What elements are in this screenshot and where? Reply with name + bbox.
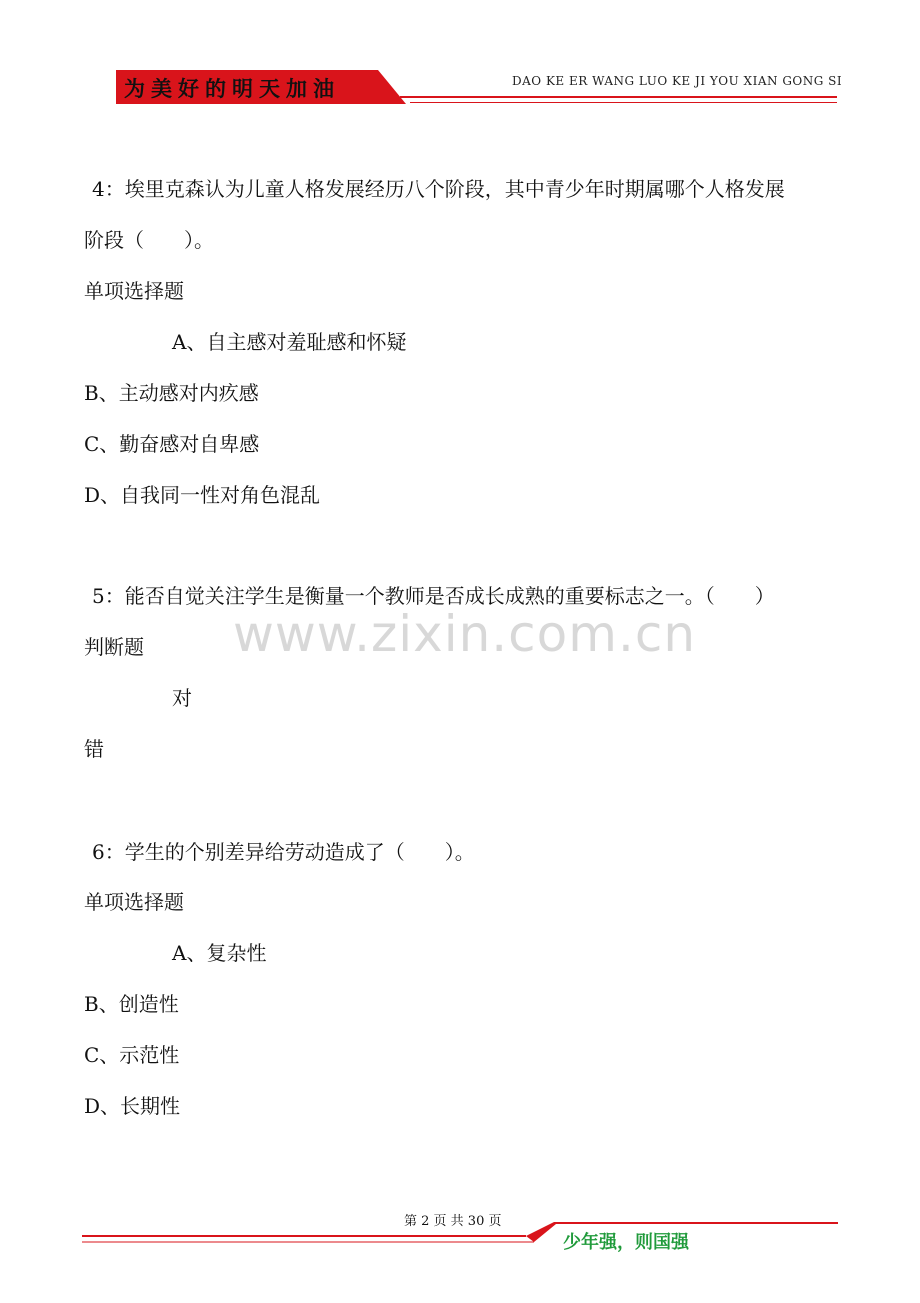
question-4-option-c: C、勤奋感对自卑感 <box>84 432 260 456</box>
watermark: www.zixin.com.cn <box>233 605 697 663</box>
question-5-stem: 5：能否自觉关注学生是衡量一个教师是否成长成熟的重要标志之一。（ ） <box>92 584 775 608</box>
question-4-option-b: B、主动感对内疚感 <box>84 381 259 405</box>
header-slogan: 为美好的明天加油 <box>124 77 340 101</box>
footer-divider <box>82 1218 838 1248</box>
question-6-option-c: C、示范性 <box>84 1043 180 1067</box>
question-4-stem-line2: 阶段（ ）。 <box>84 228 214 252</box>
footer-motto: 少年强，则国强 <box>563 1232 689 1253</box>
question-4-option-d: D、自我同一性对角色混乱 <box>84 483 321 507</box>
question-5-option-true: 对 <box>172 686 192 710</box>
question-6-option-b: B、创造性 <box>84 992 179 1016</box>
footer-page-info: 第 2 页 共 30 页 <box>404 1214 502 1229</box>
header-divider-secondary <box>410 102 837 103</box>
question-6-option-d: D、长期性 <box>84 1094 181 1118</box>
header-company-name: DAO KE ER WANG LUO KE JI YOU XIAN GONG SI <box>512 74 843 88</box>
header-divider <box>400 96 837 98</box>
question-4-type: 单项选择题 <box>84 279 184 303</box>
header-banner <box>116 70 406 104</box>
question-6-stem: 6：学生的个别差异给劳动造成了（ ）。 <box>92 840 475 864</box>
question-6-type: 单项选择题 <box>84 890 184 914</box>
question-5-option-false: 错 <box>84 737 104 761</box>
question-4-stem-line1: 4：埃里克森认为儿童人格发展经历八个阶段，其中青少年时期属哪个人格发展 <box>92 177 785 201</box>
question-4-option-a: A、自主感对羞耻感和怀疑 <box>172 330 407 354</box>
question-6-option-a: A、复杂性 <box>172 941 267 965</box>
question-5-type: 判断题 <box>84 635 144 659</box>
